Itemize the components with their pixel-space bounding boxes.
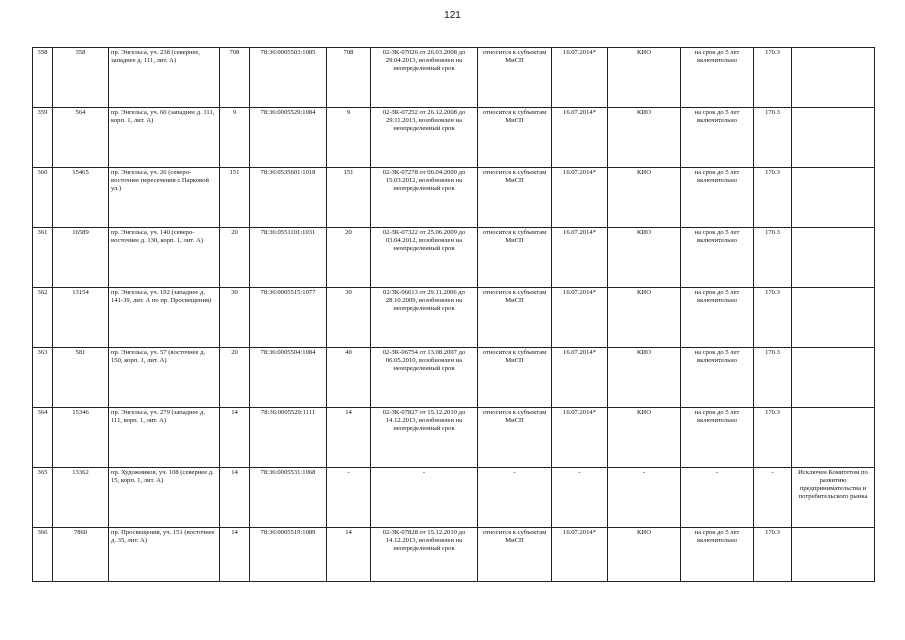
object-id-cell: 15465 [53,168,109,228]
date-cell: 16.07.2014* [552,348,608,408]
cadastral-number-cell: 78:36:0005531:1068 [250,468,327,528]
note-cell [792,168,875,228]
table-row [33,528,875,582]
sme-status-cell: относится к субъектам МиСП [478,348,552,408]
cadastral-number-cell: 78:36:0005504:1084 [250,348,327,408]
row-number-cell: 365 [33,468,53,528]
area-cell: 151 [220,168,250,228]
row-number-cell: 360 [33,168,53,228]
row-number-cell: 362 [33,288,53,348]
organization-cell: КИО [608,48,681,108]
term-cell: на срок до 5 лет включительно [681,348,754,408]
area-cell: 9 [220,108,250,168]
note-cell [792,408,875,468]
contract-cell: - [371,468,478,528]
sme-status-cell: относится к субъектам МиСП [478,528,552,582]
row-number-cell: 361 [33,228,53,288]
leased-area-cell: - [327,468,371,528]
table-body [33,48,875,582]
row-number-cell: 366 [33,528,53,582]
page-number: 121 [444,10,461,21]
code-cell: 170.3 [754,288,792,348]
code-cell: 170.3 [754,228,792,288]
cadastral-number-cell: 78:36:0005515:1077 [250,288,327,348]
row-number-cell: 364 [33,408,53,468]
area-cell: 14 [220,468,250,528]
term-cell: на срок до 5 лет включительно [681,48,754,108]
area-cell: 708 [220,48,250,108]
sme-status-cell: относится к субъектам МиСП [478,288,552,348]
address-cell: пр. Энгельса, уч. 57 (восточнее д. 150, корп. 1, лит. А) [109,348,220,408]
cadastral-number-cell: 78:36:0535601:1018 [250,168,327,228]
address-cell: пр. Энгельса, уч. 238 (севернее, западнее д. 111, лит. А) [109,48,220,108]
organization-cell: КИО [608,288,681,348]
sme-status-cell: - [478,468,552,528]
contract-cell: 02-ЗК-07828 от 15.12.2010 до 14.12.2013, возобновлен на неопределенный срок [371,528,478,582]
note-cell [792,108,875,168]
address-cell: пр. Энгельса, уч. 279 (западнее д. 111, корп. 1, лит. А) [109,408,220,468]
leased-area-cell: 20 [327,228,371,288]
object-id-cell: 15346 [53,408,109,468]
object-id-cell: 581 [53,348,109,408]
note-cell [792,228,875,288]
term-cell: - [681,468,754,528]
table-row [33,168,875,228]
row-number-cell: 358 [33,48,53,108]
row-number-cell: 359 [33,108,53,168]
leased-area-cell: 708 [327,48,371,108]
date-cell: 16.07.2014* [552,108,608,168]
address-cell: пр. Энгельса, уч. 140 (северо-восточнее д. 130, корп. 1, лит. А) [109,228,220,288]
date-cell: 16.07.2014* [552,288,608,348]
code-cell: 170.3 [754,528,792,582]
leased-area-cell: 9 [327,108,371,168]
date-cell: 16.07.2014* [552,48,608,108]
table-row [33,408,875,468]
area-cell: 30 [220,288,250,348]
cadastral-number-cell: 78:36:0005529:1084 [250,108,327,168]
term-cell: на срок до 5 лет включительно [681,528,754,582]
area-cell: 14 [220,408,250,468]
address-cell: пр. Энгельса, уч. 192 (западнее д. 141-39, лит. А по пр. Просвещения) [109,288,220,348]
note-cell [792,528,875,582]
code-cell: 170.3 [754,108,792,168]
organization-cell: КИО [608,408,681,468]
term-cell: на срок до 5 лет включительно [681,288,754,348]
leased-area-cell: 30 [327,288,371,348]
table-row [33,468,875,528]
table-row [33,348,875,408]
date-cell: 16.07.2014* [552,168,608,228]
table-row [33,108,875,168]
date-cell: 16.07.2014* [552,408,608,468]
code-cell: - [754,468,792,528]
note-cell [792,48,875,108]
object-id-cell: 13362 [53,468,109,528]
note-cell: Исключен Комитетом по развитию предпринимательства и потребительского рынка [792,468,875,528]
area-cell: 14 [220,528,250,582]
organization-cell: КИО [608,168,681,228]
code-cell: 170.3 [754,408,792,468]
object-id-cell: 564 [53,108,109,168]
cadastral-number-cell: 78:36:0551101:1031 [250,228,327,288]
address-cell: пр. Художников, уч. 108 (севернее д. 15, корп. 1, лит. А) [109,468,220,528]
organization-cell: КИО [608,528,681,582]
address-cell: пр. Энгельса, уч. 26 (северо-восточнее пересечения с Парковой ул.) [109,168,220,228]
term-cell: на срок до 5 лет включительно [681,228,754,288]
date-cell: - [552,468,608,528]
cadastral-number-cell: 78:36:0005529:1111 [250,408,327,468]
organization-cell: КИО [608,348,681,408]
date-cell: 16.07.2014* [552,528,608,582]
date-cell: 16.07.2014* [552,228,608,288]
address-cell: пр. Просвещения, уч. 151 (восточнее д. 35, лит. А) [109,528,220,582]
contract-cell: 02-ЗК-07252 от 26.12.2008 до 29.11.2013, возобновлен на неопределенный срок [371,108,478,168]
object-id-cell: 7860 [53,528,109,582]
registry-table [32,47,875,582]
area-cell: 20 [220,228,250,288]
code-cell: 170.3 [754,48,792,108]
row-number-cell: 363 [33,348,53,408]
contract-cell: 02-ЗК-07827 от 15.12.2010 до 14.12.2013, возобновлен на неопределенный срок [371,408,478,468]
term-cell: на срок до 5 лет включительно [681,168,754,228]
contract-cell: 02-ЗК-07322 от 25.06.2009 до 03.04.2012, возобновлен на неопределенный срок [371,228,478,288]
sme-status-cell: относится к субъектам МиСП [478,408,552,468]
organization-cell: - [608,468,681,528]
sme-status-cell: относится к субъектам МиСП [478,168,552,228]
contract-cell: 02-ЗК-07278 от 06.04.2009 до 15.03.2012, возобновлен на неопределенный срок [371,168,478,228]
area-cell: 20 [220,348,250,408]
table-row [33,48,875,108]
table-row [33,228,875,288]
code-cell: 170.3 [754,168,792,228]
leased-area-cell: 14 [327,408,371,468]
sme-status-cell: относится к субъектам МиСП [478,228,552,288]
organization-cell: КИО [608,228,681,288]
address-cell: пр. Энгельса, уч. 60 (западнее д. 111, корп. 1, лит. А) [109,108,220,168]
sme-status-cell: относится к субъектам МиСП [478,48,552,108]
contract-cell: 02/ЗК-06613 от 29.11.2006 до 28.10.2009, возобновлен на неопределенный срок [371,288,478,348]
contract-cell: 02-ЗК-07026 от 26.03.2008 до 29.04.2013, возобновлен на неопределенный срок [371,48,478,108]
object-id-cell: 13154 [53,288,109,348]
term-cell: на срок до 5 лет включительно [681,408,754,468]
leased-area-cell: 14 [327,528,371,582]
contract-cell: 02-ЗК-06754 от 13.08.2007 до 06.05.2010, возобновлен на неопределенный срок [371,348,478,408]
code-cell: 170.3 [754,348,792,408]
object-id-cell: 16589 [53,228,109,288]
table-row [33,288,875,348]
organization-cell: КИО [608,108,681,168]
sme-status-cell: относится к субъектам МиСП [478,108,552,168]
term-cell: на срок до 5 лет включительно [681,108,754,168]
cadastral-number-cell: 78:36:0005503:1085 [250,48,327,108]
note-cell [792,348,875,408]
leased-area-cell: 151 [327,168,371,228]
object-id-cell: 358 [53,48,109,108]
cadastral-number-cell: 78:36:0005519:1089 [250,528,327,582]
leased-area-cell: 40 [327,348,371,408]
note-cell [792,288,875,348]
